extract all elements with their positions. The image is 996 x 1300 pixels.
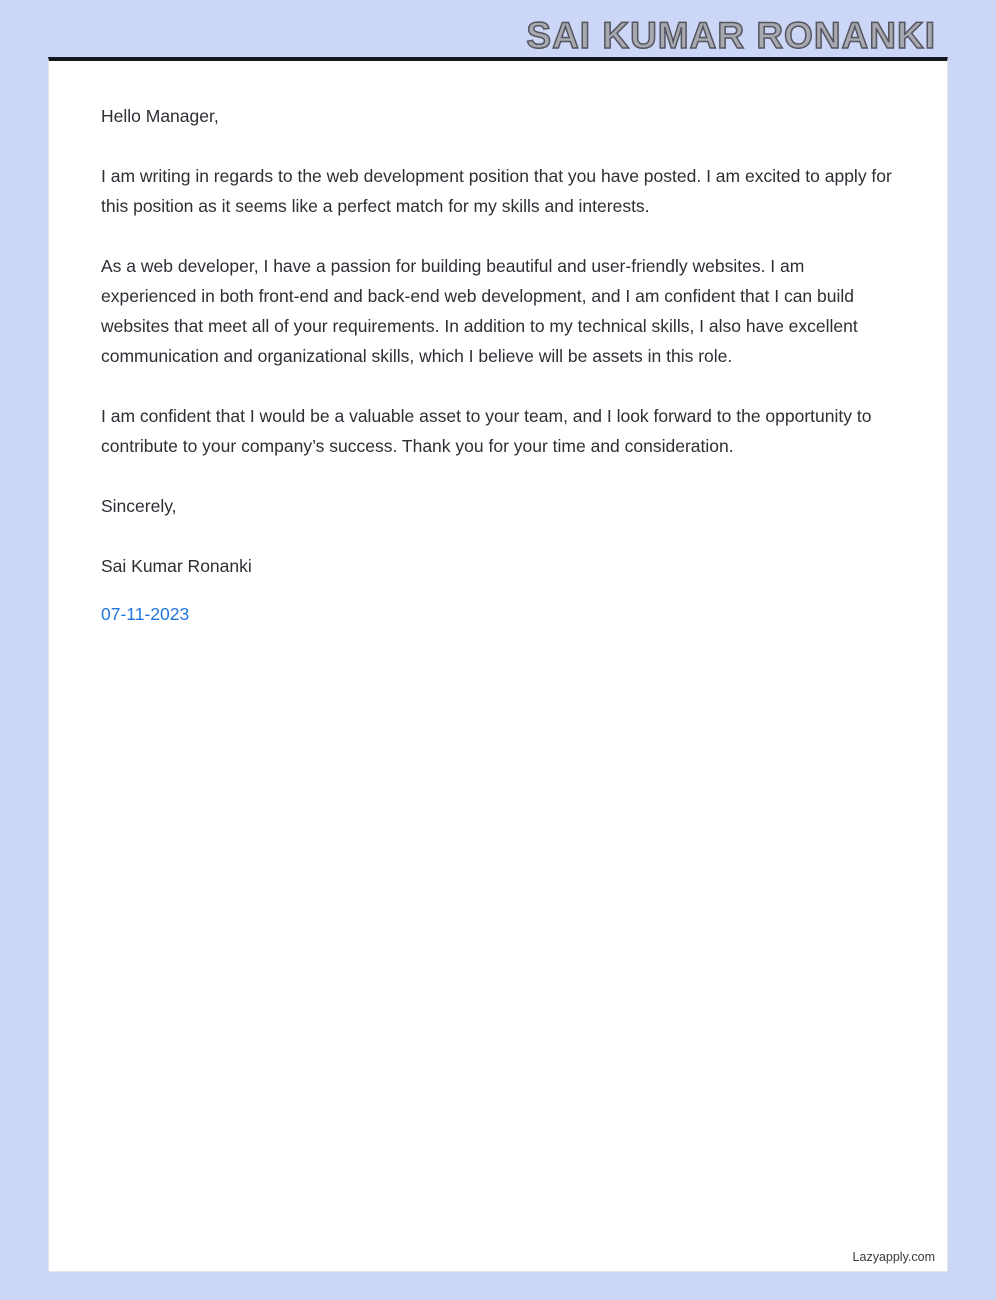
date-link[interactable]: 07-11-2023 <box>101 604 190 624</box>
paragraph-3: I am confident that I would be a valuable asset to your team, and I look forward to the opportunity to contribute to your company’s success. Thank you for your time and consideration. <box>101 406 872 456</box>
greeting: Hello Manager, <box>101 106 219 126</box>
letter-page <box>48 57 948 1272</box>
paragraph-2: As a web developer, I have a passion for building beautiful and user-friendly websites. I am experienced in both front-end and back-end web development, and I am confident that I can build websites that meet all of your requirements. In addition to my technical skills, I also have excellent communication and organizational skills, which I believe will be assets in this role. <box>101 256 858 366</box>
letter-header <box>48 0 948 57</box>
paragraph-1: I am writing in regards to the web development position that you have posted. I am excited to apply for this position as it seems like a perfect match for my skills and interests. <box>101 166 892 216</box>
header-name: SAI KUMAR RONANKI <box>526 15 936 56</box>
closing: Sincerely, <box>101 496 177 516</box>
signature-name: Sai Kumar Ronanki <box>101 556 252 576</box>
footer-branding: Lazyapply.com <box>852 1250 935 1264</box>
letter-body <box>49 61 947 629</box>
